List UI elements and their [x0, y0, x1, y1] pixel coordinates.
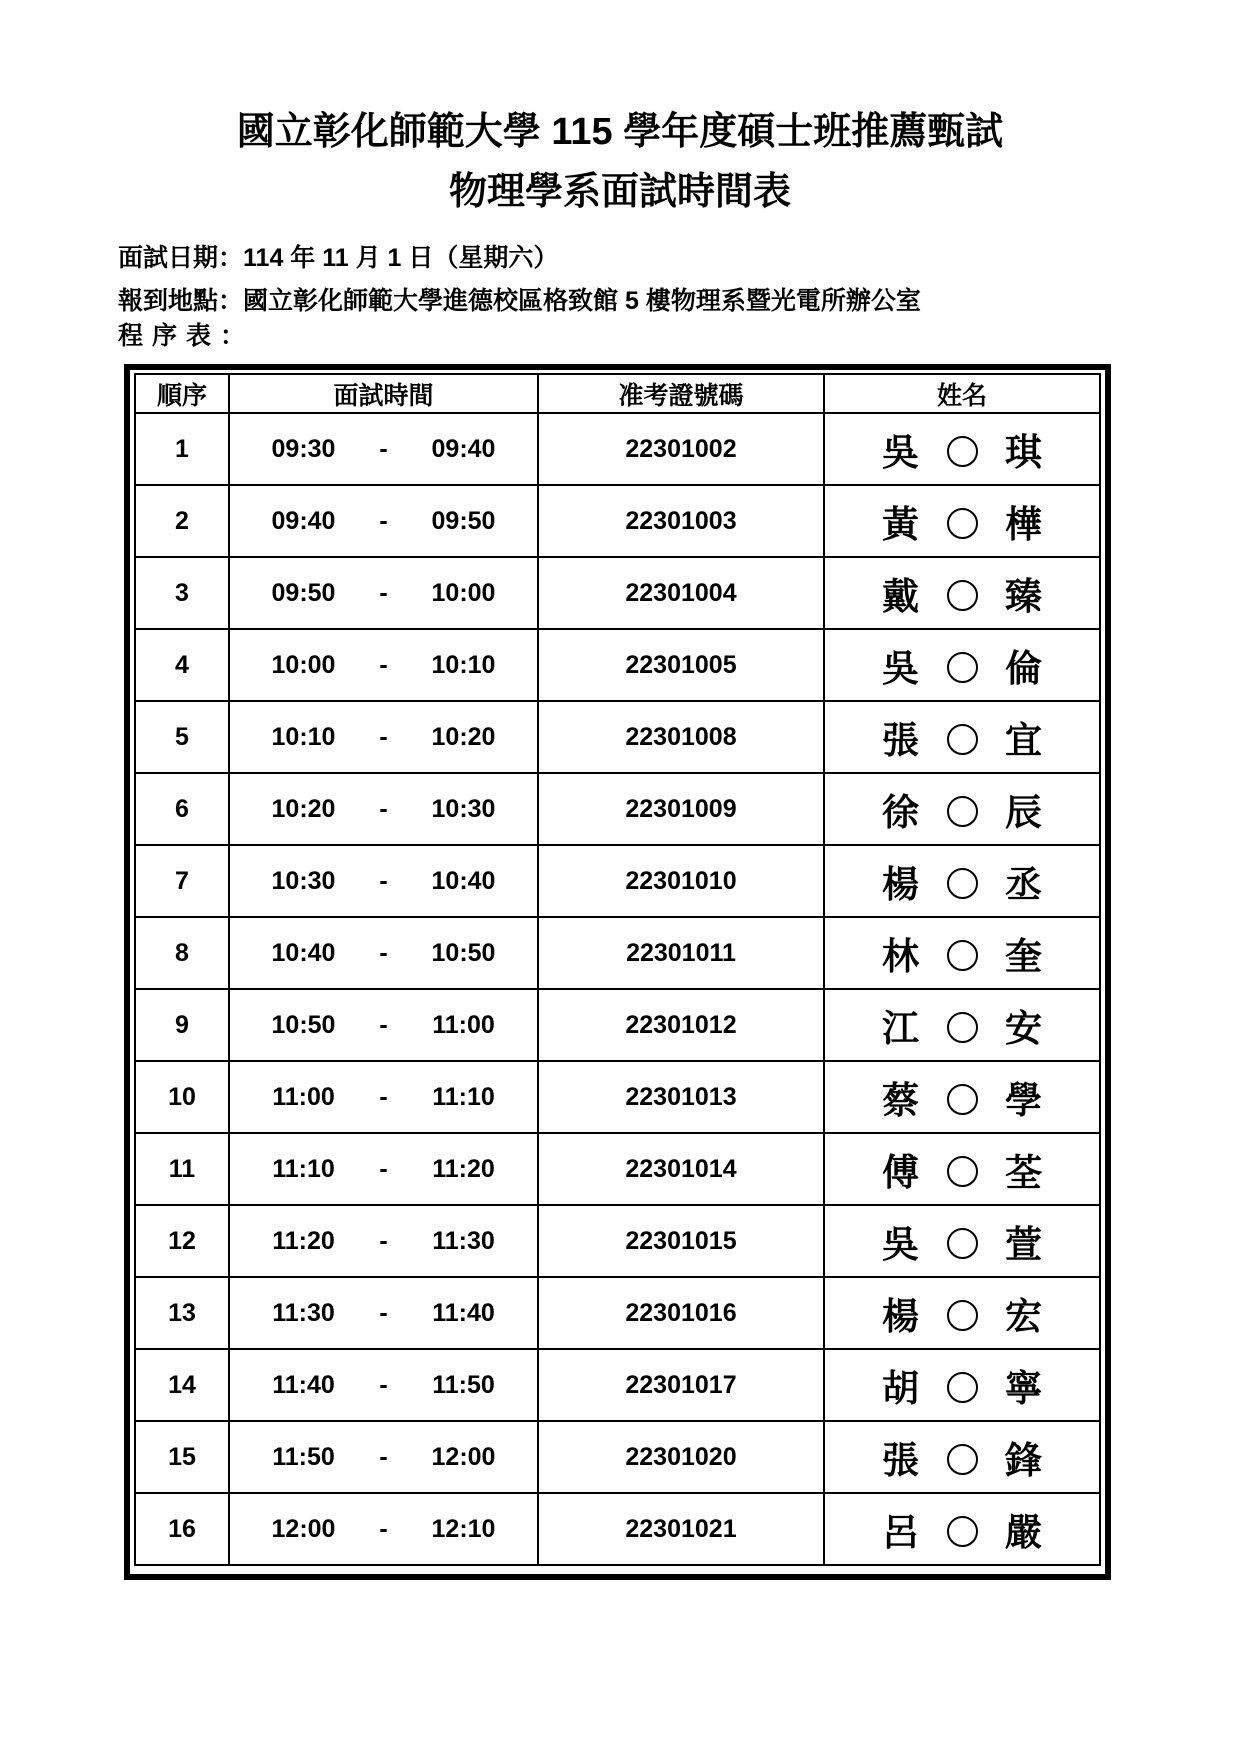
- start-time: 11:40: [272, 1370, 335, 1399]
- given-name: 學: [1005, 1079, 1042, 1122]
- order-cell: 9: [135, 989, 229, 1061]
- order-cell: 12: [135, 1205, 229, 1277]
- given-name: 辰: [1005, 791, 1042, 834]
- end-time: 12:00: [431, 1442, 496, 1471]
- column-header-exam-id: 准考證號碼: [538, 374, 824, 413]
- check-in-location-value: 國立彰化師範大學進德校區格致館 5 樓物理系暨光電所辦公室: [243, 287, 921, 315]
- column-header-time: 面試時間: [229, 374, 538, 413]
- time-separator: -: [379, 1226, 388, 1255]
- time-separator: -: [379, 1010, 388, 1039]
- schedule-label: 程序表：: [118, 322, 255, 350]
- exam-id-cell: 22301013: [538, 1061, 824, 1133]
- time-cell: [229, 1061, 538, 1133]
- order-cell: 5: [135, 701, 229, 773]
- table-row: [135, 1205, 1100, 1277]
- table-row: [135, 917, 1100, 989]
- masked-character-circle-icon: [947, 1084, 978, 1115]
- surname: 吳: [882, 431, 919, 474]
- time-cell: [229, 485, 538, 557]
- masked-character-circle-icon: [947, 1156, 978, 1187]
- exam-id-cell: 22301021: [538, 1493, 824, 1565]
- column-header-order: 順序: [135, 374, 229, 413]
- order-cell: 7: [135, 845, 229, 917]
- end-time: 11:50: [432, 1370, 495, 1399]
- interview-date: [118, 238, 558, 274]
- masked-character-circle-icon: [947, 796, 978, 827]
- name-cell: [824, 1493, 1100, 1565]
- name-cell: [824, 701, 1100, 773]
- masked-character-circle-icon: [947, 1444, 978, 1475]
- time-cell: [229, 1205, 538, 1277]
- table-row: [135, 1061, 1100, 1133]
- end-time: 10:20: [431, 722, 496, 751]
- end-time: 10:40: [431, 866, 496, 895]
- order-cell: 11: [135, 1133, 229, 1205]
- table-row: [135, 1349, 1100, 1421]
- time-separator: -: [379, 506, 388, 535]
- time-separator: -: [379, 1370, 388, 1399]
- time-cell: [229, 989, 538, 1061]
- time-separator: -: [379, 866, 388, 895]
- table-row: [135, 1133, 1100, 1205]
- time-cell: [229, 557, 538, 629]
- end-time: 11:40: [432, 1298, 495, 1327]
- exam-id-cell: 22301014: [538, 1133, 824, 1205]
- masked-character-circle-icon: [947, 1372, 978, 1403]
- order-cell: 8: [135, 917, 229, 989]
- exam-id-cell: 22301004: [538, 557, 824, 629]
- interview-schedule-table: [134, 373, 1101, 1566]
- given-name: 宏: [1005, 1295, 1042, 1338]
- given-name: 嚴: [1005, 1511, 1042, 1554]
- masked-character-circle-icon: [947, 1300, 978, 1331]
- order-cell: 6: [135, 773, 229, 845]
- order-cell: 14: [135, 1349, 229, 1421]
- end-time: 11:30: [432, 1226, 495, 1255]
- time-separator: -: [379, 722, 388, 751]
- given-name: 丞: [1005, 863, 1042, 906]
- surname: 呂: [882, 1511, 919, 1554]
- start-time: 12:00: [271, 1514, 336, 1543]
- masked-character-circle-icon: [947, 508, 978, 539]
- surname: 江: [882, 1007, 919, 1050]
- time-cell: [229, 629, 538, 701]
- column-header-name: 姓名: [824, 374, 1100, 413]
- end-time: 11:20: [432, 1154, 495, 1183]
- table-row: [135, 1421, 1100, 1493]
- time-separator: -: [379, 650, 388, 679]
- name-cell: [824, 413, 1100, 485]
- end-time: 10:00: [431, 578, 496, 607]
- time-separator: -: [379, 434, 388, 463]
- table-row: [135, 413, 1100, 485]
- surname: 蔡: [882, 1079, 919, 1122]
- order-cell: 15: [135, 1421, 229, 1493]
- surname: 吳: [882, 647, 919, 690]
- time-separator: -: [379, 1514, 388, 1543]
- order-cell: 2: [135, 485, 229, 557]
- surname: 黃: [882, 503, 919, 546]
- end-time: 09:40: [431, 434, 496, 463]
- name-cell: [824, 845, 1100, 917]
- surname: 張: [882, 719, 919, 762]
- masked-character-circle-icon: [947, 580, 978, 611]
- name-cell: [824, 629, 1100, 701]
- order-cell: 1: [135, 413, 229, 485]
- exam-id-cell: 22301010: [538, 845, 824, 917]
- table-row: [135, 773, 1100, 845]
- masked-character-circle-icon: [947, 1012, 978, 1043]
- given-name: 鋒: [1005, 1439, 1042, 1482]
- time-cell: [229, 1421, 538, 1493]
- start-time: 10:00: [271, 650, 336, 679]
- time-separator: -: [379, 1154, 388, 1183]
- given-name: 萱: [1005, 1223, 1042, 1266]
- time-separator: -: [379, 578, 388, 607]
- surname: 楊: [882, 1295, 919, 1338]
- exam-id-cell: 22301012: [538, 989, 824, 1061]
- masked-character-circle-icon: [947, 1516, 978, 1547]
- given-name: 臻: [1005, 575, 1042, 618]
- given-name: 荃: [1005, 1151, 1042, 1194]
- start-time: 10:40: [271, 938, 336, 967]
- name-cell: [824, 989, 1100, 1061]
- surname: 張: [882, 1439, 919, 1482]
- table-row: [135, 557, 1100, 629]
- surname: 徐: [882, 791, 919, 834]
- time-cell: [229, 845, 538, 917]
- table-row: [135, 1493, 1100, 1565]
- given-name: 寧: [1005, 1367, 1042, 1410]
- time-cell: [229, 1133, 538, 1205]
- order-cell: 16: [135, 1493, 229, 1565]
- exam-id-cell: 22301020: [538, 1421, 824, 1493]
- start-time: 10:10: [271, 722, 336, 751]
- check-in-location: [118, 281, 921, 317]
- time-separator: -: [379, 938, 388, 967]
- surname: 胡: [882, 1367, 919, 1410]
- end-time: 10:30: [431, 794, 496, 823]
- exam-id-cell: 22301017: [538, 1349, 824, 1421]
- masked-character-circle-icon: [947, 940, 978, 971]
- exam-id-cell: 22301005: [538, 629, 824, 701]
- time-cell: [229, 1493, 538, 1565]
- exam-id-cell: 22301009: [538, 773, 824, 845]
- name-cell: [824, 1421, 1100, 1493]
- exam-id-cell: 22301008: [538, 701, 824, 773]
- name-cell: [824, 1277, 1100, 1349]
- start-time: 11:00: [272, 1082, 335, 1111]
- exam-id-cell: 22301002: [538, 413, 824, 485]
- check-in-location-label: 報到地點：: [118, 287, 244, 315]
- table-row: [135, 629, 1100, 701]
- surname: 吳: [882, 1223, 919, 1266]
- name-cell: [824, 1133, 1100, 1205]
- time-separator: -: [379, 1442, 388, 1471]
- exam-id-cell: 22301015: [538, 1205, 824, 1277]
- name-cell: [824, 1061, 1100, 1133]
- order-cell: 10: [135, 1061, 229, 1133]
- end-time: 12:10: [431, 1514, 496, 1543]
- masked-character-circle-icon: [947, 1228, 978, 1259]
- given-name: 樺: [1005, 503, 1042, 546]
- time-cell: [229, 917, 538, 989]
- order-cell: 3: [135, 557, 229, 629]
- given-name: 倫: [1005, 647, 1042, 690]
- end-time: 10:50: [431, 938, 496, 967]
- order-cell: 13: [135, 1277, 229, 1349]
- name-cell: [824, 773, 1100, 845]
- table-row: [135, 701, 1100, 773]
- start-time: 10:50: [271, 1010, 336, 1039]
- surname: 林: [882, 935, 919, 978]
- name-cell: [824, 485, 1100, 557]
- given-name: 宜: [1005, 719, 1042, 762]
- start-time: 10:30: [271, 866, 336, 895]
- time-separator: -: [379, 1298, 388, 1327]
- start-time: 11:50: [272, 1442, 335, 1471]
- time-cell: [229, 1349, 538, 1421]
- start-time: 11:30: [272, 1298, 335, 1327]
- exam-id-cell: 22301003: [538, 485, 824, 557]
- given-name: 安: [1005, 1007, 1042, 1050]
- masked-character-circle-icon: [947, 868, 978, 899]
- masked-character-circle-icon: [947, 436, 978, 467]
- masked-character-circle-icon: [947, 724, 978, 755]
- time-cell: [229, 1277, 538, 1349]
- table-row: [135, 989, 1100, 1061]
- start-time: 09:40: [271, 506, 336, 535]
- order-cell: 4: [135, 629, 229, 701]
- table-row: [135, 1277, 1100, 1349]
- time-separator: -: [379, 794, 388, 823]
- given-name: 琪: [1005, 431, 1042, 474]
- surname: 戴: [882, 575, 919, 618]
- exam-id-cell: 22301016: [538, 1277, 824, 1349]
- interview-date-label: 面試日期：: [118, 244, 244, 272]
- name-cell: [824, 1349, 1100, 1421]
- start-time: 11:10: [272, 1154, 335, 1183]
- start-time: 11:20: [272, 1226, 335, 1255]
- masked-character-circle-icon: [947, 652, 978, 683]
- document-subtitle: 物理學系面試時間表: [448, 171, 791, 213]
- table-row: [135, 845, 1100, 917]
- interview-date-value: 114 年 11 月 1 日（星期六）: [243, 244, 559, 272]
- start-time: 09:50: [271, 578, 336, 607]
- name-cell: [824, 917, 1100, 989]
- exam-id-cell: 22301011: [538, 917, 824, 989]
- start-time: 10:20: [271, 794, 336, 823]
- given-name: 奎: [1005, 935, 1042, 978]
- time-cell: [229, 413, 538, 485]
- document-title: 國立彰化師範大學 115 學年度碩士班推薦甄試: [236, 111, 1004, 153]
- end-time: 11:10: [432, 1082, 495, 1111]
- table-row: [135, 485, 1100, 557]
- time-cell: [229, 773, 538, 845]
- start-time: 09:30: [271, 434, 336, 463]
- surname: 傅: [882, 1151, 919, 1194]
- end-time: 09:50: [431, 506, 496, 535]
- time-separator: -: [379, 1082, 388, 1111]
- schedule-table-frame: [124, 364, 1111, 1580]
- end-time: 11:00: [432, 1010, 495, 1039]
- surname: 楊: [882, 863, 919, 906]
- end-time: 10:10: [431, 650, 496, 679]
- time-cell: [229, 701, 538, 773]
- table-header-row: [135, 374, 1100, 413]
- name-cell: [824, 557, 1100, 629]
- name-cell: [824, 1205, 1100, 1277]
